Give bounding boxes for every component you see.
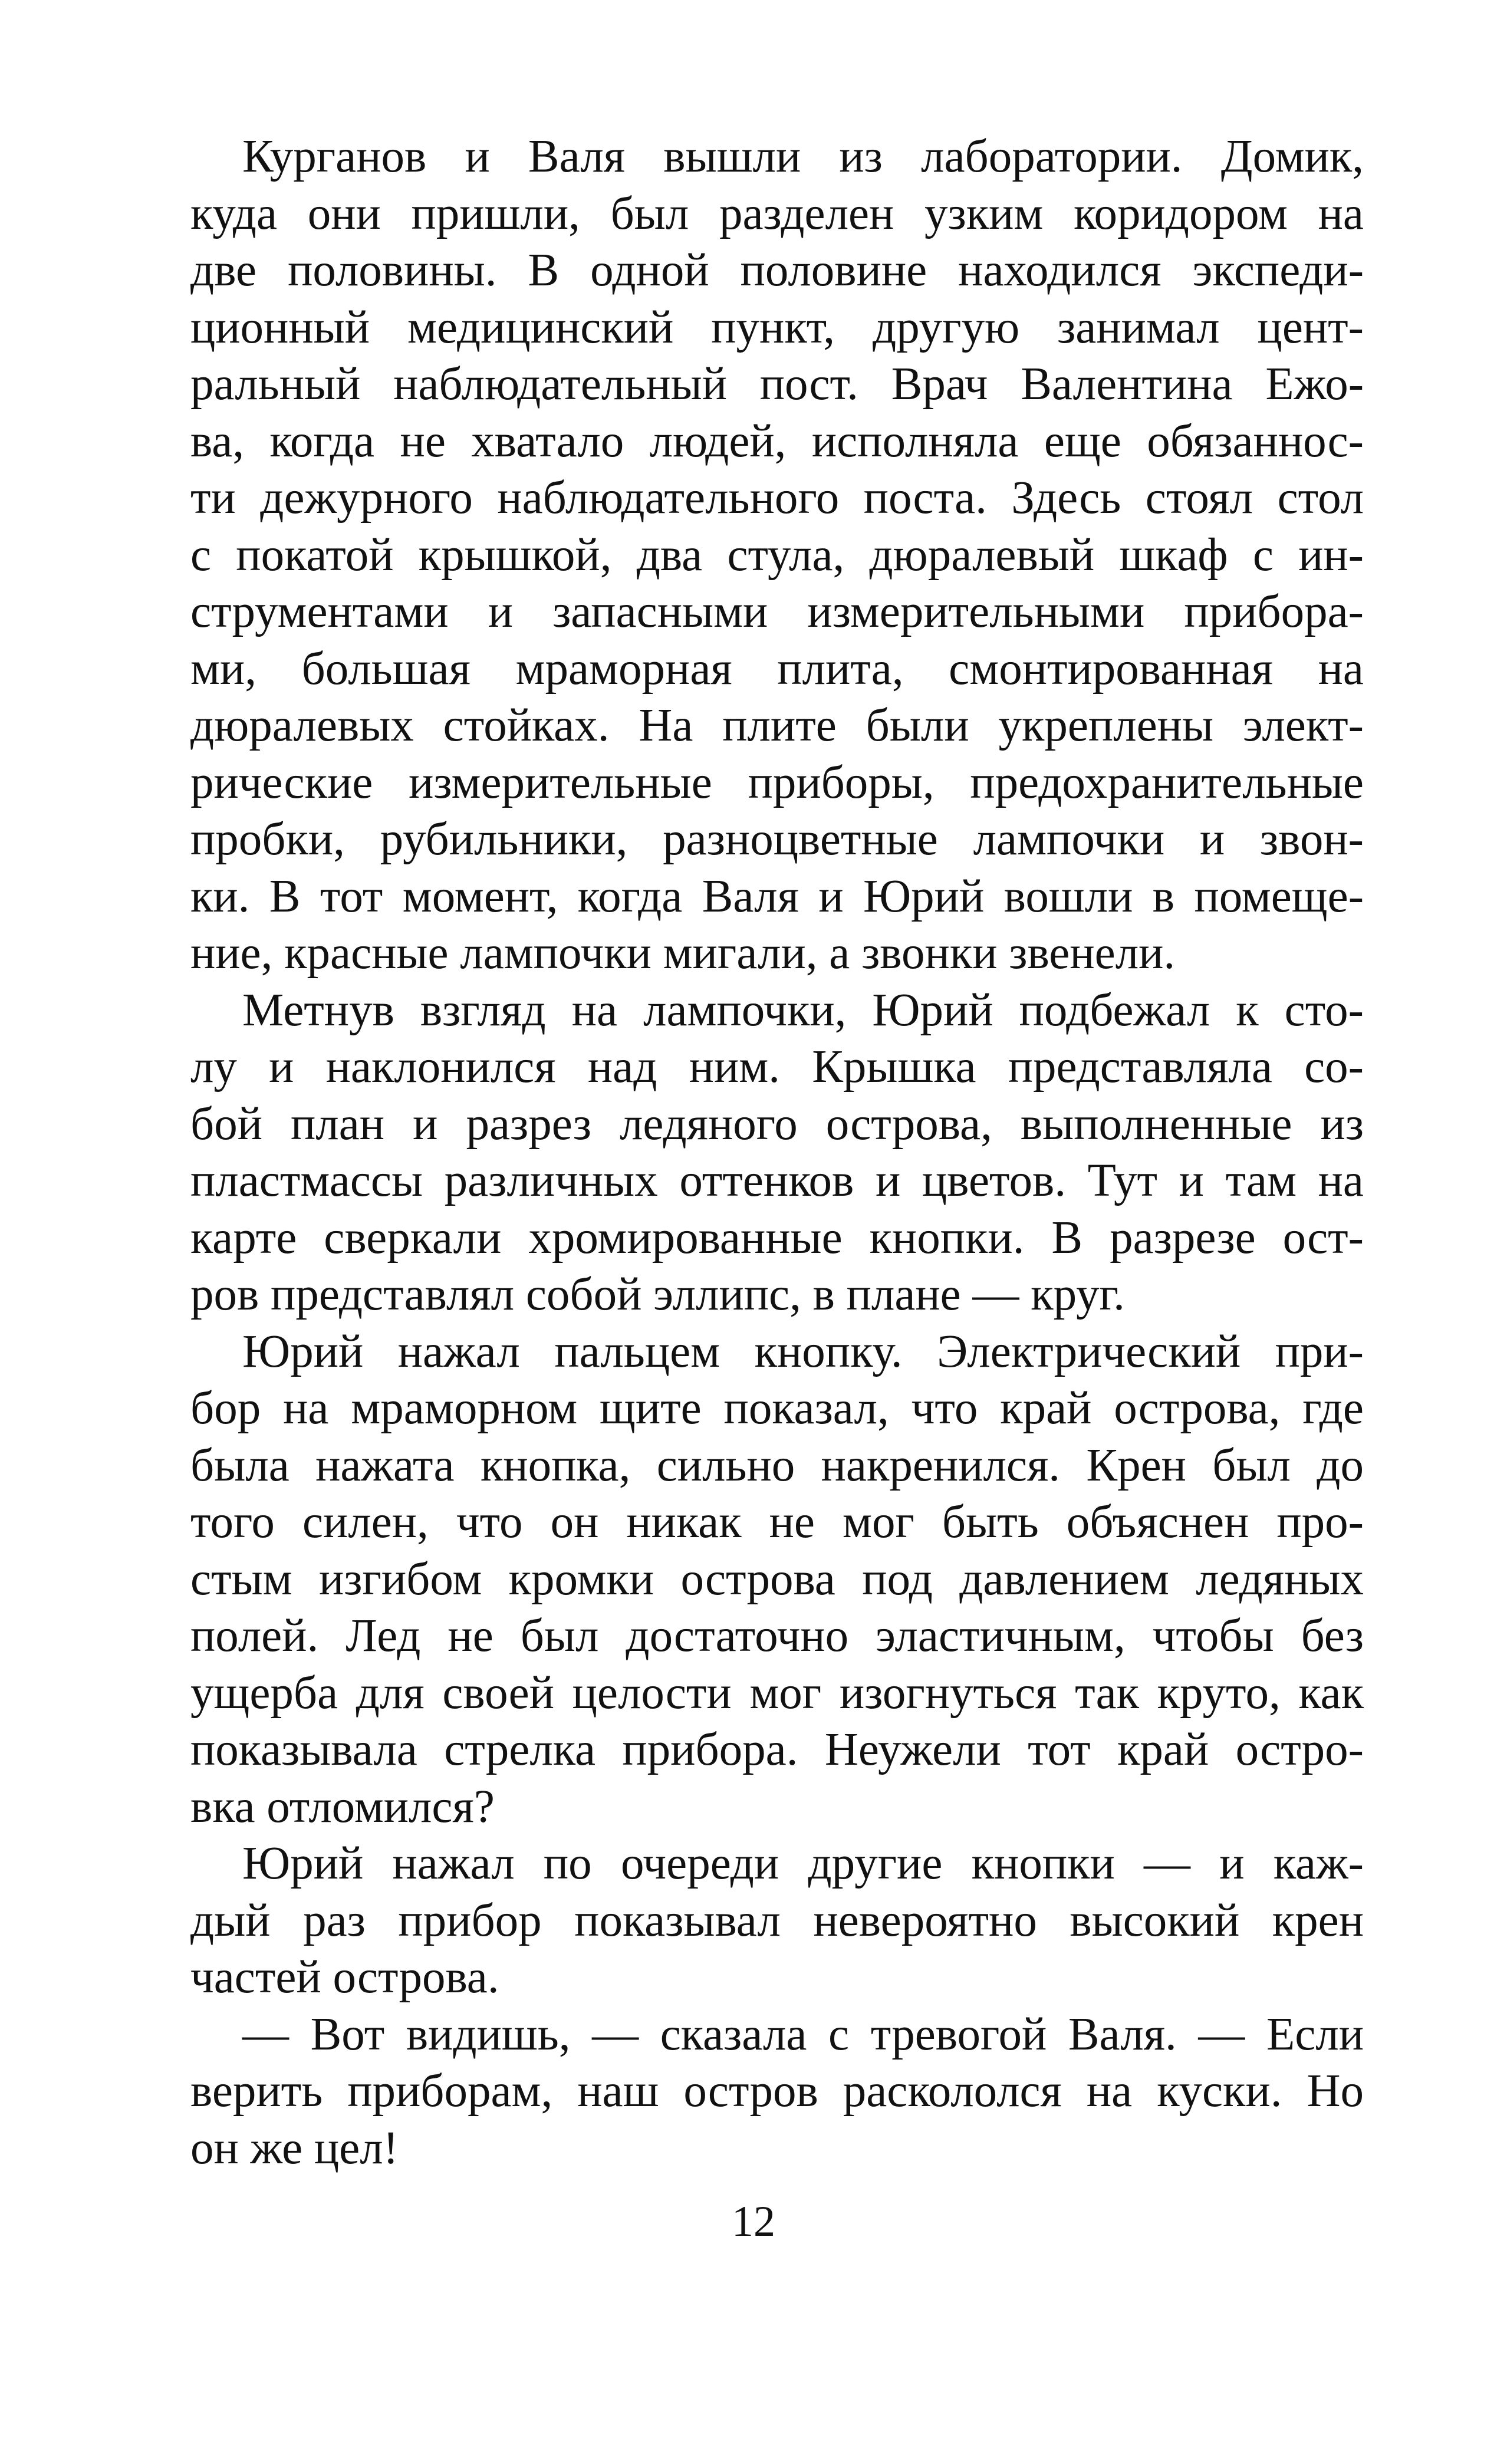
text-line: ционный медицинский пункт, другую занимал цент- (190, 301, 1364, 353)
text-line: ти дежурного наблюдательного поста. Здесь стоял стол (190, 472, 1364, 524)
text-line: вка отломился? (190, 1781, 495, 1833)
text-line: ва, когда не хватало людей, исполняла еще обязаннос- (190, 415, 1364, 467)
text-line: дюралевых стойках. На плите были укреплены элект- (190, 700, 1364, 751)
text-line: бор на мраморном щите показал, что край острова, где (190, 1383, 1364, 1434)
page-number: 12 (732, 2197, 775, 2246)
text-line: ров представлял собой эллипс, в плане — круг. (190, 1269, 1125, 1320)
text-line: карте сверкали хромированные кнопки. В разрезе ост- (190, 1212, 1364, 1264)
text-line: ральный наблюдательный пост. Врач Валентина Ежо- (190, 358, 1364, 410)
text-line: Метнув взгляд на лампочки, Юрий подбежал к сто- (242, 984, 1364, 1036)
text-line: того силен, что он никак не мог быть объяснен про- (190, 1496, 1364, 1548)
text-line: стым изгибом кромки острова под давлением ледяных (190, 1553, 1364, 1605)
text-line: две половины. В одной половине находился экспеди- (190, 245, 1364, 296)
text-line: ми, большая мраморная плита, смонтированная на (190, 643, 1364, 695)
text-line: Курганов и Валя вышли из лаборатории. Домик, (242, 131, 1364, 182)
text-line: дый раз прибор показывал невероятно высокий крен (190, 1894, 1364, 1946)
text-line: показывала стрелка прибора. Неужели тот край остро- (190, 1724, 1364, 1775)
text-line: рические измерительные приборы, предохранительные (190, 756, 1364, 808)
text-line: полей. Лед не был достаточно эластичным, чтобы без (190, 1610, 1364, 1662)
text-line: была нажата кнопка, сильно накренился. Крен был до (190, 1439, 1364, 1491)
text-line: пластмассы различных оттенков и цветов. Тут и там на (190, 1155, 1364, 1206)
text-line: пробки, рубильники, разноцветные лампочки и звон- (190, 814, 1364, 865)
text-line: — Вот видишь, — сказала с тревогой Валя. — Если (242, 2008, 1364, 2060)
text-line: ки. В тот момент, когда Валя и Юрий вошли в помеще- (190, 870, 1364, 922)
text-line: Юрий нажал пальцем кнопку. Электрический при- (242, 1325, 1364, 1377)
text-line: лу и наклонился над ним. Крышка представляла со- (190, 1041, 1364, 1093)
body-text (190, 129, 1364, 2177)
text-line: ущерба для своей целости мог изогнуться так круто, как (190, 1667, 1364, 1719)
text-line: верить приборам, наш остров раскололся на куски. Но (190, 2065, 1364, 2117)
text-line: бой план и разрез ледяного острова, выполненные из (190, 1098, 1364, 1150)
text-line: ние, красные лампочки мигали, а звонки звенели. (190, 927, 1176, 979)
text-line: струментами и запасными измерительными прибора- (190, 586, 1364, 637)
text-line: с покатой крышкой, два стула, дюралевый шкаф с ин- (190, 529, 1364, 581)
text-line: куда они пришли, был разделен узким коридором на (190, 187, 1364, 239)
text-line: он же цел! (190, 2122, 399, 2174)
text-line: частей острова. (190, 1952, 499, 2003)
text-line: Юрий нажал по очереди другие кнопки — и каж- (242, 1838, 1364, 1889)
